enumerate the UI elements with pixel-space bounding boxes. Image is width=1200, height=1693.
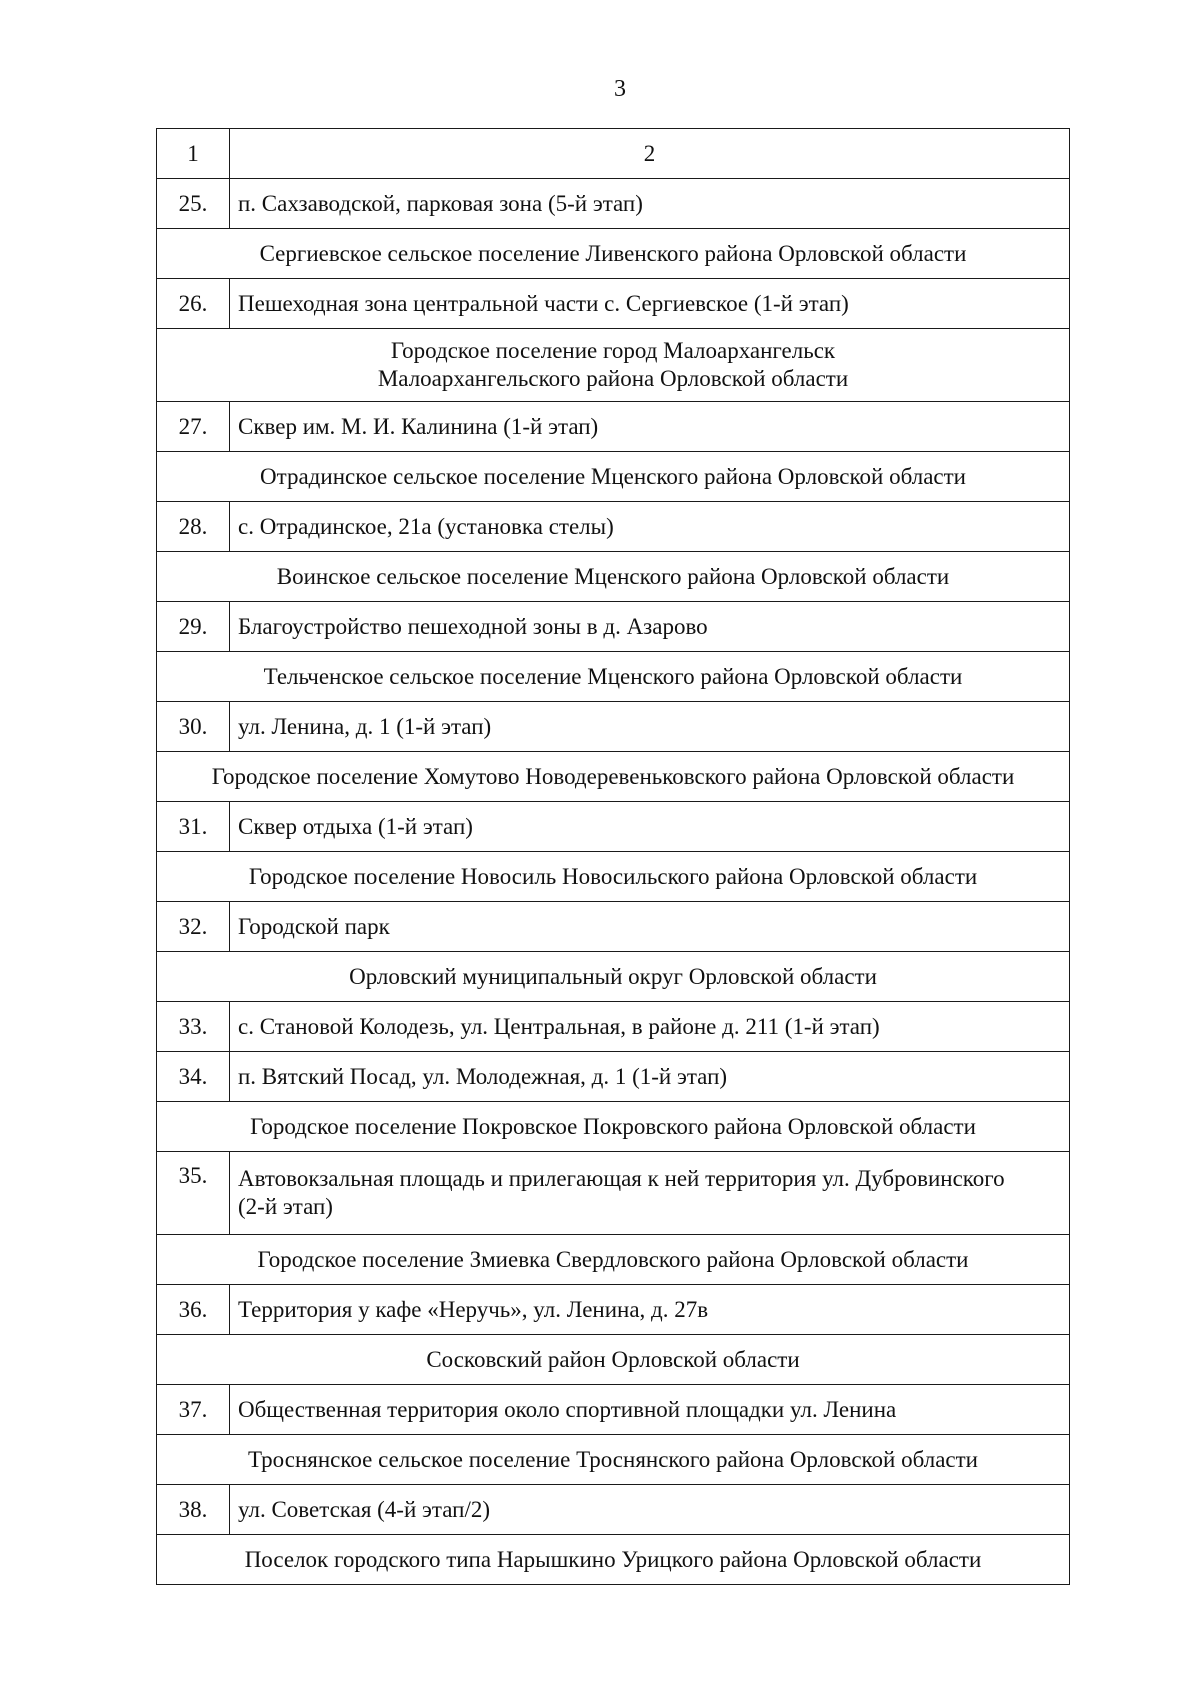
table-row [157, 1385, 1070, 1435]
section-row [157, 652, 1070, 702]
row-number: 31. [157, 802, 230, 852]
row-number: 30. [157, 702, 230, 752]
section-heading: Сосковский район Орловской области [157, 1335, 1070, 1385]
table-row [157, 1052, 1070, 1102]
row-number: 29. [157, 602, 230, 652]
section-row [157, 1535, 1070, 1585]
section-row [157, 1235, 1070, 1285]
territory-name-line-1: Автовокзальная площадь и прилегающая к ней территория ул. Дубровинского [238, 1166, 1005, 1191]
table-row [157, 1152, 1070, 1235]
territory-name: Пешеходная зона центральной части с. Сергиевское (1-й этап) [230, 279, 1070, 329]
row-number: 25. [157, 179, 230, 229]
row-number: 26. [157, 279, 230, 329]
row-number: 38. [157, 1485, 230, 1535]
territory-name: Сквер отдыха (1-й этап) [230, 802, 1070, 852]
section-heading: Орловский муниципальный округ Орловской области [157, 952, 1070, 1002]
row-number: 33. [157, 1002, 230, 1052]
territories-table [156, 128, 1070, 1585]
row-number: 35. [157, 1152, 230, 1235]
section-heading: Троснянское сельское поселение Троснянского района Орловской области [157, 1435, 1070, 1485]
section-row [157, 452, 1070, 502]
section-heading-line-1: Городское поселение город Малоархангельск [390, 338, 836, 363]
section-heading: Городское поселение Новосиль Новосильского района Орловской области [157, 852, 1070, 902]
section-row [157, 1435, 1070, 1485]
section-row [157, 552, 1070, 602]
territory-name: Общественная территория около спортивной площадки ул. Ленина [230, 1385, 1070, 1435]
section-row [157, 852, 1070, 902]
section-heading: Воинское сельское поселение Мценского района Орловской области [157, 552, 1070, 602]
table-row [157, 179, 1070, 229]
section-heading [157, 329, 1070, 402]
section-heading: Городское поселение Змиевка Свердловского района Орловской области [157, 1235, 1070, 1285]
row-number: 27. [157, 402, 230, 452]
table-header-row [157, 129, 1070, 179]
section-row [157, 1335, 1070, 1385]
section-heading: Тельченское сельское поселение Мценского района Орловской области [157, 652, 1070, 702]
row-number: 37. [157, 1385, 230, 1435]
table-row [157, 402, 1070, 452]
territory-name: ул. Советская (4-й этап/2) [230, 1485, 1070, 1535]
section-row [157, 1102, 1070, 1152]
header-col-1: 1 [157, 129, 230, 179]
row-number: 36. [157, 1285, 230, 1335]
section-heading: Городское поселение Хомутово Новодеревеньковского района Орловской области [157, 752, 1070, 802]
table-row [157, 702, 1070, 752]
territory-name: ул. Ленина, д. 1 (1-й этап) [230, 702, 1070, 752]
table-row [157, 279, 1070, 329]
territory-name: п. Сахзаводской, парковая зона (5-й этап) [230, 179, 1070, 229]
section-row [157, 752, 1070, 802]
header-col-2: 2 [230, 129, 1070, 179]
table-row [157, 602, 1070, 652]
section-heading: Поселок городского типа Нарышкино Урицкого района Орловской области [157, 1535, 1070, 1585]
territory-name: Городской парк [230, 902, 1070, 952]
page-number: 3 [614, 76, 626, 102]
territory-name-line-2: (2-й этап) [238, 1194, 333, 1219]
table-row [157, 1485, 1070, 1535]
territory-name: Благоустройство пешеходной зоны в д. Азарово [230, 602, 1070, 652]
table-row [157, 1002, 1070, 1052]
territory-name [230, 1152, 1070, 1235]
section-heading: Отрадинское сельское поселение Мценского района Орловской области [157, 452, 1070, 502]
territory-name: с. Отрадинское, 21а (установка стелы) [230, 502, 1070, 552]
territory-name: Территория у кафе «Неручь», ул. Ленина, д. 27в [230, 1285, 1070, 1335]
row-number: 32. [157, 902, 230, 952]
row-number: 28. [157, 502, 230, 552]
section-heading: Городское поселение Покровское Покровского района Орловской области [157, 1102, 1070, 1152]
territory-name: Сквер им. М. И. Калинина (1-й этап) [230, 402, 1070, 452]
section-heading: Сергиевское сельское поселение Ливенского района Орловской области [157, 229, 1070, 279]
territory-name: п. Вятский Посад, ул. Молодежная, д. 1 (1-й этап) [230, 1052, 1070, 1102]
section-row [157, 229, 1070, 279]
territory-name: с. Становой Колодезь, ул. Центральная, в районе д. 211 (1-й этап) [230, 1002, 1070, 1052]
section-row [157, 329, 1070, 402]
table-row [157, 1285, 1070, 1335]
section-row [157, 952, 1070, 1002]
table-row [157, 902, 1070, 952]
table-row [157, 802, 1070, 852]
row-number: 34. [157, 1052, 230, 1102]
section-heading-line-2: Малоархангельского района Орловской области [377, 366, 849, 391]
table-row [157, 502, 1070, 552]
